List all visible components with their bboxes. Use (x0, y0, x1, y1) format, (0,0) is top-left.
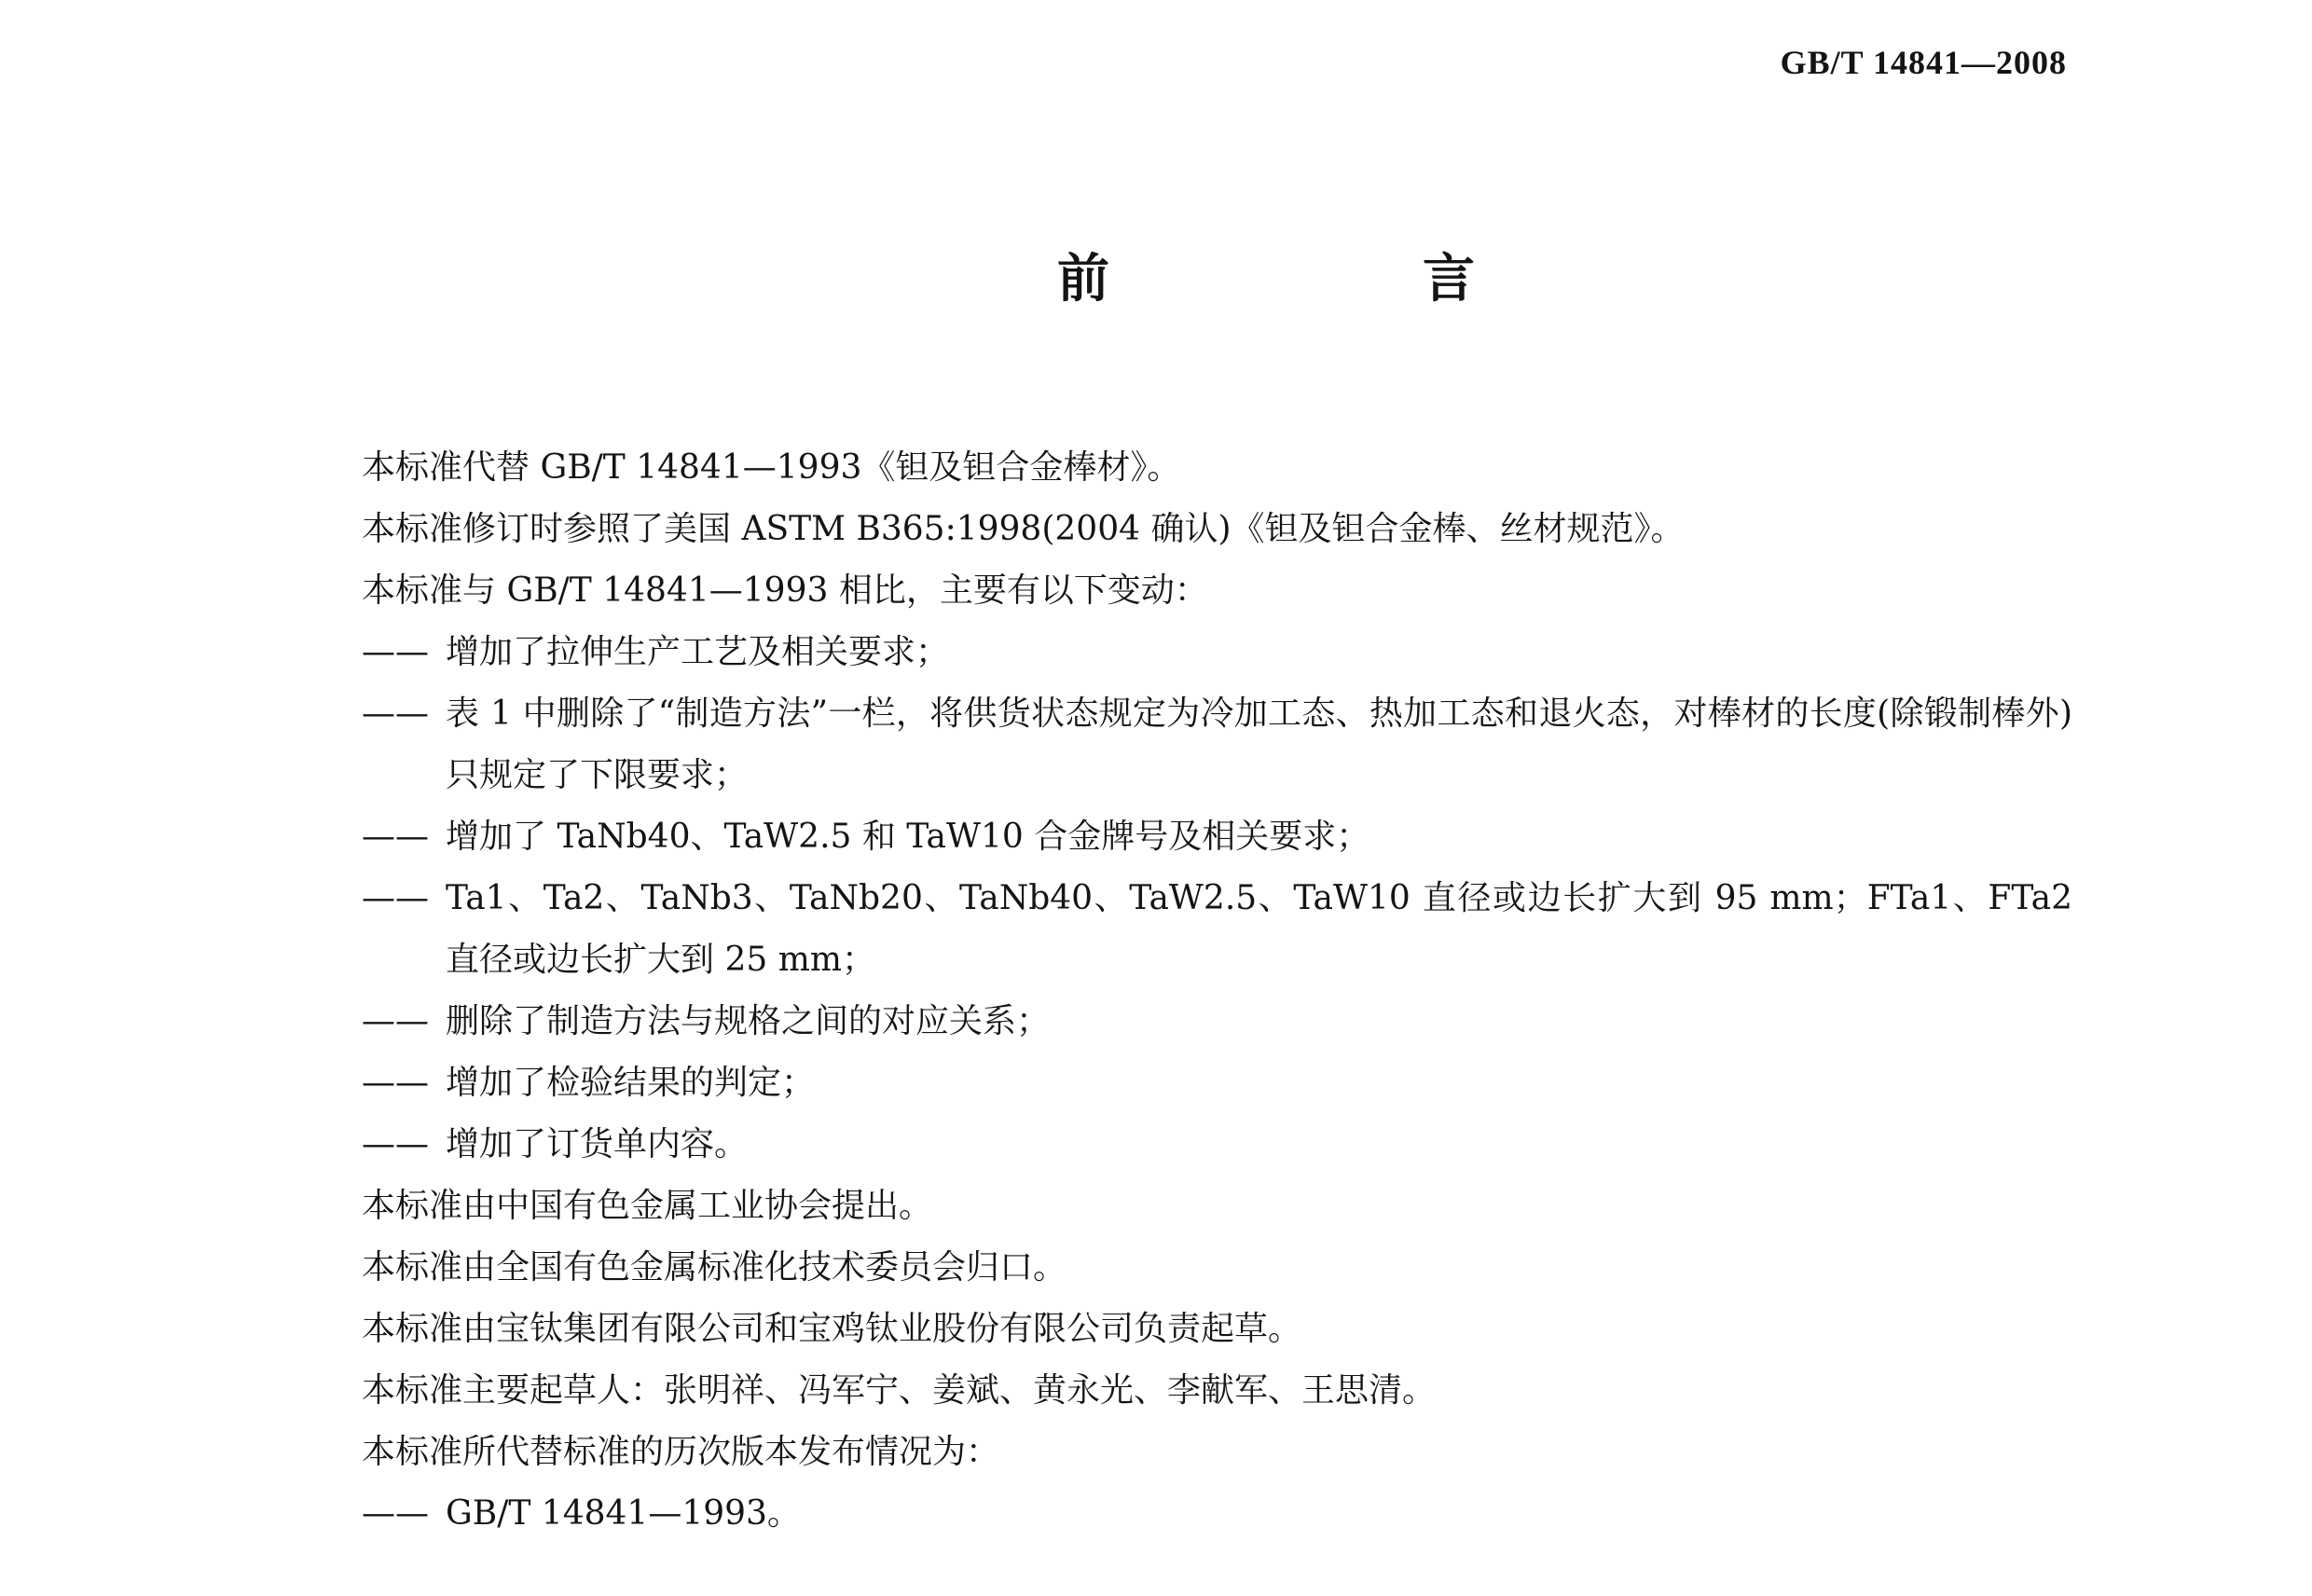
dash-marker: —— (362, 1064, 429, 1102)
dash-marker: —— (362, 633, 429, 671)
change-item-text: 增加了 TaNb40、TaW2.5 和 TaW10 合金牌号及相关要求； (446, 818, 1370, 856)
paragraph-changes-intro: 本标准与 GB/T 14841—1993 相比，主要有以下变动： (362, 571, 1208, 610)
change-item-text: Ta1、Ta2、TaNb3、TaNb20、TaNb40、TaW2.5、TaW10 直径或边长扩大到 95 mm；FTa1、FTa2 直径或边长扩大到 25 mm； (446, 879, 2072, 979)
page-title: 前 言 (1057, 249, 1605, 310)
change-item (362, 868, 2072, 991)
dash-marker: —— (362, 879, 429, 917)
change-item (362, 806, 2072, 868)
paragraph-proposed-by: 本标准由中国有色金属工业协会提出。 (362, 1187, 933, 1225)
change-item-text: 增加了拉伸生产工艺及相关要求； (446, 633, 950, 671)
change-item (362, 683, 2072, 806)
paragraph-reference: 本标准修订时参照了美国 ASTM B365:1998(2004 确认)《钽及钽合金棒、丝材规范》。 (362, 510, 1685, 548)
paragraph-history-intro: 本标准所代替标准的历次版本发布情况为： (362, 1433, 1000, 1471)
paragraph-drafted-by: 本标准由宝钛集团有限公司和宝鸡钛业股份有限公司负责起草。 (362, 1310, 1302, 1348)
change-item (362, 622, 2072, 683)
change-item (362, 1053, 2072, 1114)
history-item-text: GB/T 14841—1993。 (446, 1494, 801, 1533)
change-item-text: 表 1 中删除了“制造方法”一栏，将供货状态规定为冷加工态、热加工态和退火态，对棒材的长度(除锻制棒外)只规定了下限要求； (446, 695, 2072, 794)
dash-marker: —— (362, 1494, 429, 1533)
change-item-text: 增加了订货单内容。 (446, 1125, 749, 1163)
dash-marker: —— (362, 818, 429, 856)
paragraph-administered-by: 本标准由全国有色金属标准化技术委员会归口。 (362, 1248, 1067, 1286)
dash-marker: —— (362, 1125, 429, 1163)
history-item (362, 1483, 2072, 1545)
change-item (362, 991, 2072, 1053)
dash-marker: —— (362, 1002, 429, 1040)
paragraph-drafters: 本标准主要起草人：张明祥、冯军宁、姜斌、黄永光、李献军、王思清。 (362, 1371, 1437, 1410)
change-item (362, 1114, 2072, 1176)
standard-number: GB/T 14841—2008 (1780, 44, 2067, 81)
change-item-text: 增加了检验结果的判定； (446, 1064, 816, 1102)
change-item-text: 删除了制造方法与规格之间的对应关系； (446, 1002, 1051, 1040)
foreword-body (362, 437, 2072, 1545)
dash-marker: —— (362, 695, 429, 733)
paragraph-replaces: 本标准代替 GB/T 14841—1993《钽及钽合金棒材》。 (362, 448, 1181, 487)
